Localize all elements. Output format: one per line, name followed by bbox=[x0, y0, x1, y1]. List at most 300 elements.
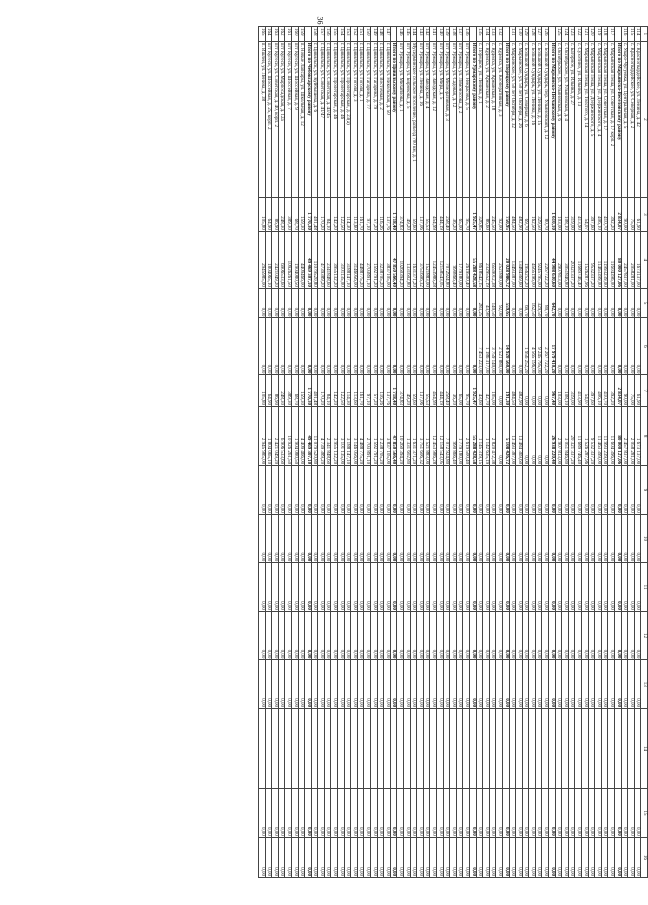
table-cell: 0,00 bbox=[338, 611, 345, 660]
rotated-table-wrapper bbox=[56, 26, 648, 878]
table-cell: 0,00 bbox=[615, 514, 622, 563]
table-cell: 0,00 bbox=[469, 288, 476, 318]
table-cell: 406,10 bbox=[595, 375, 602, 407]
table-cell: 0,00 bbox=[351, 466, 358, 515]
table-cell: г. Цивильск, ул. Советская, д. 43/45 bbox=[324, 41, 331, 197]
table-cell: 154 bbox=[338, 27, 345, 42]
table-cell: 0,00 bbox=[357, 611, 364, 660]
table-cell: 0,00 bbox=[410, 837, 417, 877]
table-cell: 0,00 bbox=[265, 660, 272, 709]
table-cell: 0,00 bbox=[608, 514, 615, 563]
table-cell: 0,00 bbox=[351, 789, 358, 838]
table-cell: 0,00 bbox=[489, 611, 496, 660]
table-cell: 0,00 bbox=[562, 660, 569, 709]
table-cell: Итого по Цивильскому району bbox=[390, 41, 397, 197]
table-cell: с. Большой Сундырь, ул. Ленина, д. 16 bbox=[529, 41, 536, 197]
table-cell: 0,00 bbox=[582, 789, 589, 838]
table-cell: 0,00 bbox=[621, 318, 628, 375]
table-cell: 0,00 bbox=[469, 789, 476, 838]
table-cell: 374,83 bbox=[397, 198, 404, 232]
table-cell: 0,00 bbox=[285, 611, 292, 660]
table-cell: 4 565 196,00 bbox=[529, 318, 536, 375]
table-cell: 484,50 bbox=[509, 198, 516, 232]
table-cell bbox=[331, 708, 338, 788]
table-cell: с. Большой Сундырь, пер. Ульяновский, д. 12 bbox=[542, 41, 549, 197]
table-cell bbox=[423, 708, 430, 788]
table-cell bbox=[575, 708, 582, 788]
table-cell: 0,00 bbox=[344, 318, 351, 375]
table-cell: 0,00 bbox=[628, 318, 635, 375]
table-cell bbox=[522, 708, 529, 788]
table-cell: 0,00 bbox=[542, 789, 549, 838]
column-header: 2 bbox=[641, 41, 648, 197]
table-cell: 0,00 bbox=[278, 660, 285, 709]
table-cell: 374,83 bbox=[397, 375, 404, 407]
table-cell: 0,00 bbox=[568, 288, 575, 318]
table-cell: 3 238 705,20 bbox=[377, 407, 384, 466]
column-header: 16 bbox=[641, 837, 648, 877]
table-cell: 132 bbox=[496, 27, 503, 42]
table-cell: 0,00 bbox=[555, 660, 562, 709]
table-row bbox=[430, 27, 437, 878]
table-cell: 1673137,00 bbox=[634, 231, 641, 288]
table-cell: 140 bbox=[437, 27, 444, 42]
table-cell: 116 bbox=[621, 27, 628, 42]
table-cell: 0,00 bbox=[601, 837, 608, 877]
table-cell: 11 463 399,00 bbox=[595, 407, 602, 466]
table-cell: п. Новые Лапсары, ул. Школьная, д. 12 bbox=[298, 41, 305, 197]
table-cell bbox=[357, 708, 364, 788]
table-cell: 0,00 bbox=[496, 660, 503, 709]
table-cell: 0,00 bbox=[324, 660, 331, 709]
table-cell: 0,00 bbox=[437, 660, 444, 709]
table-cell: 0,00 bbox=[516, 611, 523, 660]
table-cell: 0,00 bbox=[588, 611, 595, 660]
table-body bbox=[258, 27, 640, 878]
table-cell: 0,00 bbox=[390, 288, 397, 318]
table-cell: 0,00 bbox=[575, 514, 582, 563]
table-row bbox=[265, 27, 272, 878]
table-cell: 0,00 bbox=[634, 789, 641, 838]
table-cell: 0,00 bbox=[324, 288, 331, 318]
table-cell: 0,00 bbox=[582, 514, 589, 563]
table-cell: 0,00 bbox=[562, 789, 569, 838]
table-cell: 152 bbox=[351, 27, 358, 42]
table-cell: 26 938 220,40 bbox=[549, 407, 556, 466]
table-cell: 0,00 bbox=[489, 563, 496, 612]
table-cell: 0,00 bbox=[364, 789, 371, 838]
table-cell: с. Большой Сундырь, ул. Ленина, д. 15 bbox=[535, 41, 542, 197]
table-cell: 1 631 371,20 bbox=[410, 407, 417, 466]
table-cell: 410,70 bbox=[601, 375, 608, 407]
table-cell: 20321337,20 bbox=[568, 231, 575, 288]
table-cell: 1 610,10 bbox=[549, 198, 556, 232]
table-cell: 0,00 bbox=[291, 660, 298, 709]
table-cell: 0,00 bbox=[265, 514, 272, 563]
table-cell: 0,00 bbox=[423, 514, 430, 563]
table-cell: 124 bbox=[562, 27, 569, 42]
table-row bbox=[410, 27, 417, 878]
table-cell: 0,00 bbox=[377, 288, 384, 318]
table-cell: 116,26 bbox=[377, 198, 384, 232]
table-cell: 0,00 bbox=[443, 563, 450, 612]
table-cell: 258,40 bbox=[443, 198, 450, 232]
table-cell: 1526287,96 bbox=[582, 231, 589, 288]
table-cell bbox=[371, 708, 378, 788]
table-cell: 0,00 bbox=[258, 837, 265, 877]
table-cell: 11079520,80 bbox=[311, 231, 318, 288]
table-cell: 0,00 bbox=[542, 563, 549, 612]
table-cell: 2703891,10 bbox=[364, 231, 371, 288]
table-cell: 1331602,80 bbox=[404, 231, 411, 288]
table-cell: 0,00 bbox=[628, 288, 635, 318]
table-cell: 59,60 bbox=[410, 375, 417, 407]
table-cell: 131 bbox=[509, 27, 516, 42]
table-cell: 0,00 bbox=[562, 837, 569, 877]
table-cell: с. Большой Сундырь, ул. Северная, д. 6 bbox=[522, 41, 529, 197]
table-cell: с. Уваро-Чугуевка, ул. Центральная, д. 5 bbox=[621, 41, 628, 197]
table-cell: пгт Кугеси, ул. Шоссейная, д. 7 bbox=[285, 41, 292, 197]
table-cell: 122,50 bbox=[338, 198, 345, 232]
table-cell: пгт Урмары, ул. Мира, д. 5 bbox=[437, 41, 444, 197]
table-cell: 142,20 bbox=[331, 198, 338, 232]
table-cell: 0,00 bbox=[384, 789, 391, 838]
table-cell: 153 bbox=[344, 27, 351, 42]
table-cell: 0,00 bbox=[601, 288, 608, 318]
table-cell: 0,00 bbox=[595, 288, 602, 318]
table-cell: 0,00 bbox=[535, 563, 542, 612]
table-cell: пгт Урмары, ул. Бирюкова, д. 5 bbox=[404, 41, 411, 197]
table-cell: 119 bbox=[595, 27, 602, 42]
table-row bbox=[535, 27, 542, 878]
table-cell: 0,00 bbox=[575, 466, 582, 515]
table-cell: 0,00 bbox=[371, 789, 378, 838]
table-cell: 0,00 bbox=[404, 789, 411, 838]
table-cell bbox=[324, 708, 331, 788]
table-cell: 0,00 bbox=[377, 789, 384, 838]
table-cell: 170,20 bbox=[318, 375, 325, 407]
table-cell: 0,00 bbox=[450, 660, 457, 709]
table-cell: 410,70 bbox=[601, 198, 608, 232]
table-cell: 0,00 bbox=[542, 514, 549, 563]
subtotal-row bbox=[615, 27, 622, 878]
table-cell: 9 245 795,00 bbox=[535, 318, 542, 375]
table-cell: 0,00 bbox=[265, 563, 272, 612]
table-cell: 0,00 bbox=[357, 837, 364, 877]
table-cell: 0,00 bbox=[331, 466, 338, 515]
table-cell: 0,00 bbox=[318, 563, 325, 612]
table-cell: 65,00 bbox=[456, 198, 463, 232]
table-cell: 42,70 bbox=[483, 375, 490, 407]
table-cell bbox=[390, 708, 397, 788]
table-cell: 84,10 bbox=[324, 375, 331, 407]
table-cell: 108,10 bbox=[562, 375, 569, 407]
table-cell: 126 bbox=[542, 27, 549, 42]
table-cell: 0,00 bbox=[456, 466, 463, 515]
table-cell: пгт Урмары, ул. Михайлова, д. 1 bbox=[397, 41, 404, 197]
table-cell: 0,00 bbox=[311, 837, 318, 877]
table-cell: 9245795,00 bbox=[535, 231, 542, 288]
table-cell: 0,00 bbox=[542, 611, 549, 660]
table-cell: 162,50 bbox=[529, 198, 536, 232]
table-cell: 0,00 bbox=[582, 563, 589, 612]
table-cell: 0,00 bbox=[338, 563, 345, 612]
table-row bbox=[568, 27, 575, 878]
table-cell: 0,00 bbox=[615, 611, 622, 660]
table-cell: 0,00 bbox=[437, 288, 444, 318]
table-cell: 0,00 bbox=[278, 514, 285, 563]
table-cell: 0,00 bbox=[384, 837, 391, 877]
table-cell: 0,00 bbox=[469, 514, 476, 563]
table-cell: г. Цивильск, ул. Гоголя, д. 3 bbox=[351, 41, 358, 197]
table-cell: 0,00 bbox=[331, 837, 338, 877]
table-cell: 0,00 bbox=[562, 514, 569, 563]
table-cell: 11 604 396,00 bbox=[608, 407, 615, 466]
table-cell bbox=[621, 708, 628, 788]
table-cell: 0,00 bbox=[456, 789, 463, 838]
table-cell bbox=[502, 27, 509, 42]
table-cell: 0,00 bbox=[278, 466, 285, 515]
column-header: 15 bbox=[641, 789, 648, 838]
table-row bbox=[463, 27, 470, 878]
table-cell: 0,00 bbox=[437, 563, 444, 612]
table-cell: г. Цивильск, ул. Гагарина, д. 79 bbox=[371, 41, 378, 197]
table-cell: 0,00 bbox=[469, 837, 476, 877]
table-cell: 0,00 bbox=[621, 837, 628, 877]
table-cell: пгт Кугеси, ул. Шоссейная, д. 25, корп. 2 bbox=[265, 41, 272, 197]
table-cell: 0,00 bbox=[318, 837, 325, 877]
table-cell: 1904080,50 bbox=[291, 231, 298, 288]
table-cell: 0,00 bbox=[371, 611, 378, 660]
table-cell: 11604396,00 bbox=[608, 231, 615, 288]
table-cell: 3238705,20 bbox=[377, 231, 384, 288]
table-cell: Итого по Порецкому району bbox=[502, 41, 509, 197]
table-cell bbox=[278, 708, 285, 788]
table-cell: 0,00 bbox=[397, 660, 404, 709]
table-cell: 92,00 bbox=[496, 198, 503, 232]
table-row bbox=[496, 27, 503, 878]
table-cell: 0,00 bbox=[615, 837, 622, 877]
table-cell: 0,00 bbox=[549, 563, 556, 612]
table-cell: 120 bbox=[588, 27, 595, 42]
table-cell: 0,00 bbox=[351, 837, 358, 877]
table-cell: 0,00 bbox=[384, 514, 391, 563]
table-cell: 258,40 bbox=[443, 375, 450, 407]
table-cell: 0,00 bbox=[568, 789, 575, 838]
table-cell: 0,00 bbox=[522, 375, 529, 407]
table-cell: 413,90 bbox=[575, 198, 582, 232]
table-cell: 6 906 533,60 bbox=[278, 407, 285, 466]
table-cell: с. Октябрьское, ул. Ульяновская, д. 6 bbox=[555, 41, 562, 197]
table-cell: 1 925,47 bbox=[469, 375, 476, 407]
table-cell bbox=[549, 27, 556, 42]
table-cell: 0,00 bbox=[351, 288, 358, 318]
column-header: 9 bbox=[641, 466, 648, 515]
table-cell: 0,00 bbox=[404, 466, 411, 515]
table-cell: 0,00 bbox=[338, 789, 345, 838]
table-cell: г. Цивильск, ул. Гагарина, д. 77 bbox=[364, 41, 371, 197]
table-cell: 0,00 bbox=[463, 514, 470, 563]
table-cell: 0,00 bbox=[338, 837, 345, 877]
table-cell: 113,60 bbox=[351, 198, 358, 232]
table-cell: 0,00 bbox=[324, 514, 331, 563]
table-cell: 0,00 bbox=[364, 466, 371, 515]
table-cell: 0,00 bbox=[443, 611, 450, 660]
table-cell: 406,10 bbox=[595, 198, 602, 232]
table-cell: 1 925,47 bbox=[469, 198, 476, 232]
table-cell: пгт Урмары, ул. Заводская, д. 12 bbox=[430, 41, 437, 197]
table-cell: 0,00 bbox=[298, 318, 305, 375]
table-cell: 0,00 bbox=[430, 318, 437, 375]
table-cell: 12453986,28 bbox=[430, 231, 437, 288]
table-cell: 990 866,40 bbox=[450, 407, 457, 466]
table-cell: 0,00 bbox=[291, 318, 298, 375]
table-cell: 140,50 bbox=[489, 288, 496, 318]
table-cell: 146 bbox=[397, 27, 404, 42]
table-cell: 0,00 bbox=[502, 514, 509, 563]
table-cell: 0,00 bbox=[410, 288, 417, 318]
table-cell: 0,00 bbox=[621, 789, 628, 838]
table-cell bbox=[258, 708, 265, 788]
table-row bbox=[628, 27, 635, 878]
table-cell bbox=[469, 708, 476, 788]
table-cell: 0,00 bbox=[522, 466, 529, 515]
table-cell: 125 bbox=[555, 27, 562, 42]
table-cell: 170,20 bbox=[318, 198, 325, 232]
table-cell: 144 bbox=[410, 27, 417, 42]
table-cell: 0,00 bbox=[601, 318, 608, 375]
table-cell: 0,00 bbox=[535, 789, 542, 838]
table-cell: 0,00 bbox=[509, 660, 516, 709]
table-cell: 136 bbox=[463, 27, 470, 42]
table-cell: 0,00 bbox=[595, 514, 602, 563]
table-cell: 1956252,20 bbox=[522, 231, 529, 288]
table-cell bbox=[417, 708, 424, 788]
table-cell: 0,00 bbox=[529, 466, 536, 515]
table-cell: 0,00 bbox=[417, 837, 424, 877]
table-cell: 159,30 bbox=[298, 375, 305, 407]
table-cell: 161,70 bbox=[357, 375, 364, 407]
table-cell: 0,00 bbox=[634, 514, 641, 563]
table-cell: 0,00 bbox=[291, 789, 298, 838]
table-cell: 2 457 837,00 bbox=[621, 407, 628, 466]
table-cell: 64,90 bbox=[265, 375, 272, 407]
table-cell: 0,00 bbox=[463, 789, 470, 838]
table-cell: 2421049,20 bbox=[272, 231, 279, 288]
table-cell: 0,00 bbox=[615, 288, 622, 318]
table-cell: 1 145 319,15 bbox=[476, 407, 483, 466]
table-cell: 2 907 813,00 bbox=[555, 407, 562, 466]
table-cell: 0,00 bbox=[601, 466, 608, 515]
table-cell: 105,80 bbox=[258, 198, 265, 232]
table-cell: 482,90 bbox=[516, 375, 523, 407]
table-cell: 0,00 bbox=[272, 318, 279, 375]
table-cell: 113,60 bbox=[351, 375, 358, 407]
table-cell: 0,00 bbox=[588, 837, 595, 877]
table-cell: 3955132,20 bbox=[331, 231, 338, 288]
table-cell: 0,00 bbox=[397, 611, 404, 660]
table-cell: 0,00 bbox=[265, 611, 272, 660]
table-cell: 0,00 bbox=[318, 660, 325, 709]
table-cell: 122,50 bbox=[338, 375, 345, 407]
table-cell: 92,00 bbox=[496, 288, 503, 318]
table-cell: 0,00 bbox=[371, 563, 378, 612]
table-cell: 0,00 bbox=[272, 563, 279, 612]
table-cell: 0,00 bbox=[489, 837, 496, 877]
table-cell: 0,00 bbox=[344, 466, 351, 515]
table-cell: 6559012,38 bbox=[489, 231, 496, 288]
table-cell: 0,00 bbox=[568, 514, 575, 563]
table-cell: 0,00 bbox=[502, 611, 509, 660]
table-cell: 0,00 bbox=[621, 466, 628, 515]
table-cell: 1592791,20 bbox=[371, 231, 378, 288]
table-cell: Итого по Чебоксарскому району bbox=[305, 41, 312, 197]
table-cell: 191,30 bbox=[502, 375, 509, 407]
table-cell bbox=[450, 708, 457, 788]
table-cell: 0,00 bbox=[562, 563, 569, 612]
table-cell: 0,00 bbox=[450, 318, 457, 375]
table-row bbox=[291, 27, 298, 878]
table-cell: 0,00 bbox=[397, 789, 404, 838]
table-cell: 137,76 bbox=[384, 198, 391, 232]
table-cell: с. Кудеиха, ул. Кооперативная, д. 3 bbox=[496, 41, 503, 197]
table-cell: 75,00 bbox=[628, 198, 635, 232]
table-cell: 118 bbox=[601, 27, 608, 42]
table-cell: 1 770,30 bbox=[305, 375, 312, 407]
table-cell: 0,00 bbox=[588, 660, 595, 709]
table-cell: 0,00 bbox=[371, 288, 378, 318]
subtotal-row bbox=[502, 27, 509, 878]
table-cell: 389,30 bbox=[285, 198, 292, 232]
table-cell: пгт Урмары, ул. Мелиоративная, д. 3 bbox=[443, 41, 450, 197]
table-cell: 0,00 bbox=[417, 318, 424, 375]
table-cell: 0,00 bbox=[331, 563, 338, 612]
table-cell: 12 453 986,28 bbox=[430, 407, 437, 466]
table-cell: г. Цивильск, ул. Пролетарская, д. 23(а) bbox=[344, 41, 351, 197]
table-cell: 0,00 bbox=[568, 837, 575, 877]
table-cell: 130 bbox=[516, 27, 523, 42]
table-cell: 0,00 bbox=[549, 611, 556, 660]
table-cell bbox=[476, 708, 483, 788]
header-row bbox=[641, 27, 648, 878]
table-cell bbox=[397, 708, 404, 788]
table-row bbox=[258, 27, 265, 878]
table-cell: 128 bbox=[529, 27, 536, 42]
table-cell: 0,00 bbox=[535, 611, 542, 660]
table-cell: 0,00 bbox=[318, 514, 325, 563]
table-cell: 0,00 bbox=[502, 789, 509, 838]
table-cell: 0,00 bbox=[404, 318, 411, 375]
table-cell: 2 703 891,10 bbox=[364, 407, 371, 466]
table-cell: 0,00 bbox=[634, 837, 641, 877]
table-cell: 8618542,15 bbox=[476, 231, 483, 288]
table-cell: 1 904 080,50 bbox=[291, 407, 298, 466]
table-cell: 0,00 bbox=[272, 660, 279, 709]
table-cell: 157 bbox=[318, 27, 325, 42]
table-cell: 0,00 bbox=[450, 466, 457, 515]
table-cell: 0,00 bbox=[430, 514, 437, 563]
table-cell: 0,00 bbox=[324, 318, 331, 375]
table-cell: 0,00 bbox=[549, 660, 556, 709]
table-cell: 0,00 bbox=[430, 660, 437, 709]
table-cell: 103,00 bbox=[555, 375, 562, 407]
table-cell: 0,00 bbox=[516, 660, 523, 709]
table-cell: 69,70 bbox=[522, 198, 529, 232]
table-cell: 0,00 bbox=[628, 837, 635, 877]
table-cell: 139 bbox=[443, 27, 450, 42]
table-cell: 0,00 bbox=[509, 318, 516, 375]
table-cell: 80,70 bbox=[542, 288, 549, 318]
